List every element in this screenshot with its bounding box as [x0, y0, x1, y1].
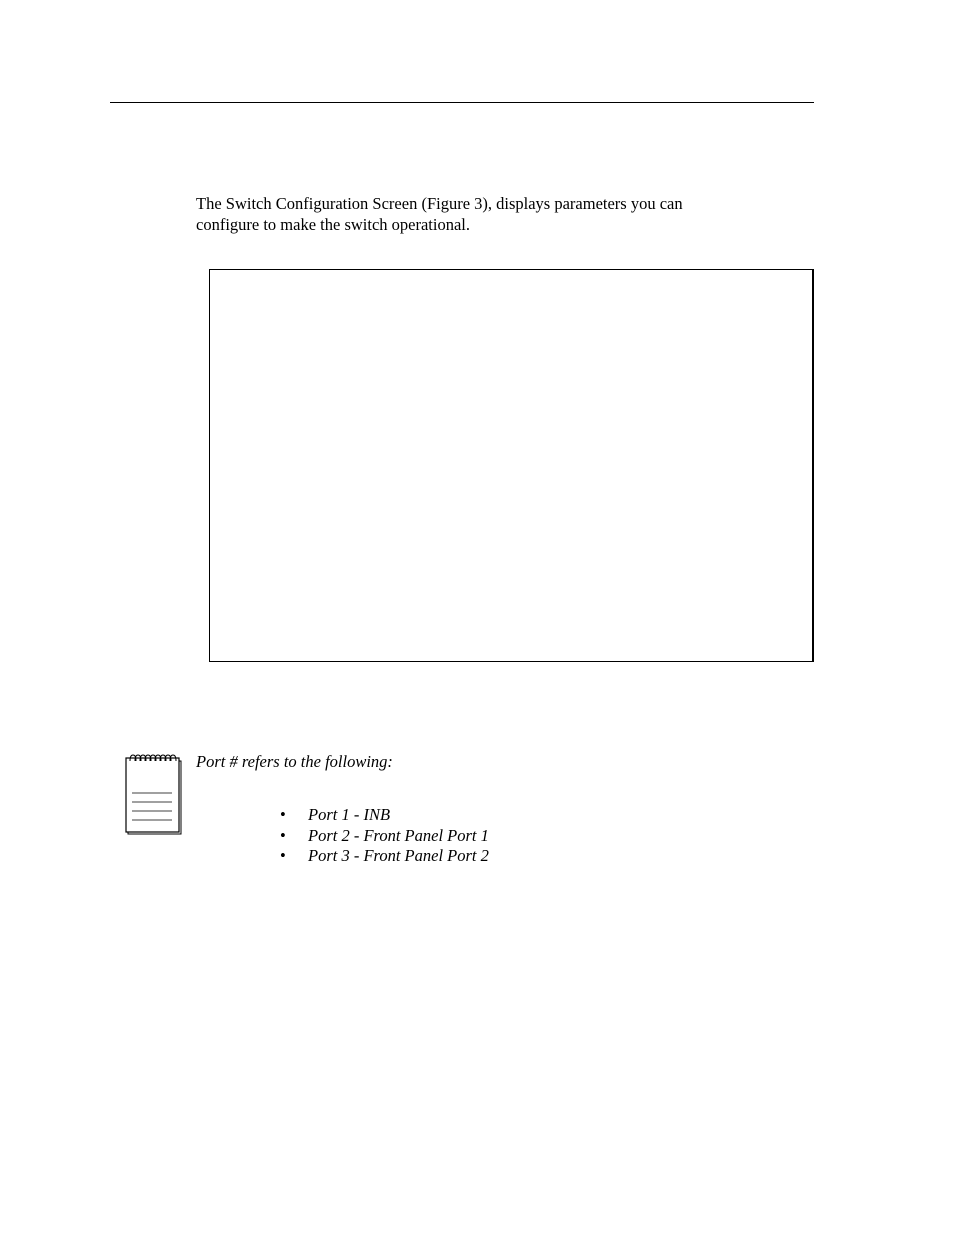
intro-line-2: configure to make the switch operational. — [196, 215, 470, 234]
port-3-text: Port 3 - Front Panel Port 2 — [308, 846, 489, 865]
list-item — [280, 805, 489, 826]
note-lead: Port # refers to the following: — [196, 752, 393, 771]
list-item — [280, 846, 489, 867]
intro-paragraph — [196, 193, 796, 235]
port-list — [280, 805, 489, 867]
port-2-text: Port 2 - Front Panel Port 1 — [308, 825, 489, 845]
switch-configuration-screen-figure — [209, 269, 814, 662]
intro-line-1: The Switch Configuration Screen (Figure 3), displays parameters you can — [196, 194, 683, 213]
header-rule — [110, 102, 814, 103]
bullet: • — [280, 846, 286, 865]
port-1-text: Port 1 - INB — [308, 805, 391, 824]
list-item — [280, 826, 489, 847]
bullet: • — [280, 805, 286, 824]
bullet: • — [280, 825, 286, 845]
notepad-icon — [124, 752, 184, 838]
